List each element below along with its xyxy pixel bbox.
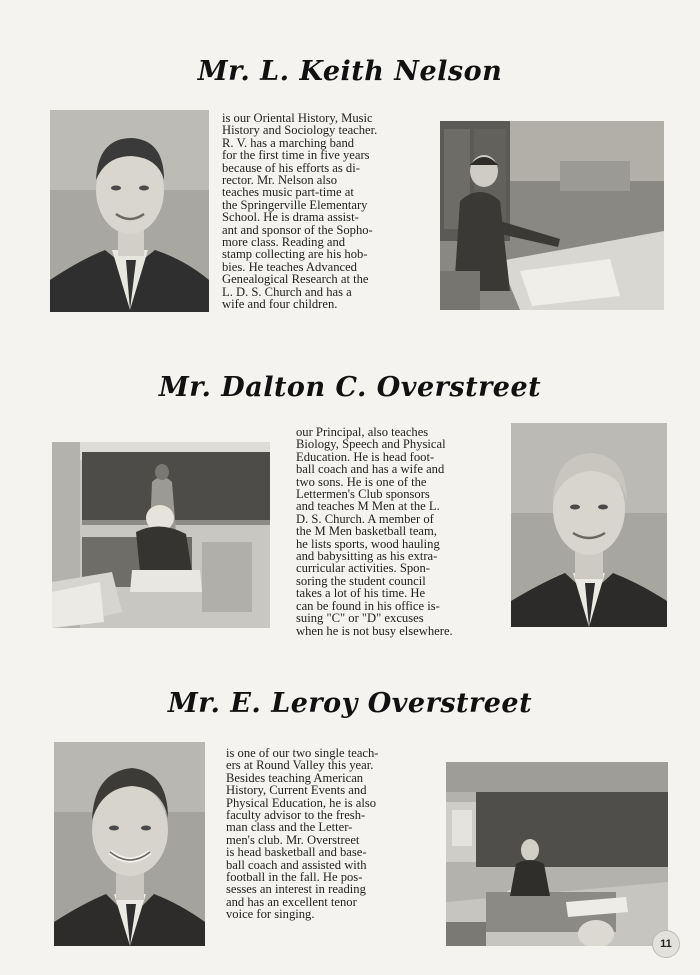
candid-photo-leroy-desk: [446, 762, 668, 946]
section-title-leroy: Mr. E. Leroy Overstreet: [167, 688, 533, 719]
candid-photo-dalton-classroom: [52, 442, 270, 628]
section-text-leroy: is one of our two single teach- ers at Round Valley this year. Besides teaching American History, Current Events and Physical Education, he is also faculty advisor to the fresh- man class and the Letter- men's club. Mr. Overstreet is head basketball and base- ball coach and assisted with football in the fall. He pos- sesses an interest in reading and has an excellent tenor voice for singing.: [226, 746, 379, 922]
portrait-leroy: [54, 742, 205, 946]
candid-photo-nelson-desk: [440, 121, 664, 310]
section-text-nelson: is our Oriental History, Music History and Sociology teacher. R. V. has a marching band for the first time in five years because of his efforts as di- rector. Mr. Nelson also teaches music part-time at the Springerville Elementary School. He is drama assist- ant and sponsor of the Sopho- more class. Reading and stamp collecting are his hob- bies. He teaches Advanced Genealogical Research at the L. D. S. Church and has a wife and four children.: [222, 111, 378, 312]
portrait-nelson: [50, 110, 209, 312]
section-title-dalton: Mr. Dalton C. Overstreet: [158, 372, 542, 403]
page-number: 11: [652, 930, 680, 958]
section-text-dalton: our Principal, also teaches Biology, Speech and Physical Education. He is head foot- ball coach and has a wife and two sons. He is one of the Lettermen's Club sponsors and teaches M Men at the L. D. S. Church. A member of the M Men basketball team, he lists sports, wood hauling and babysitting as his extra- curricular activities. Spon- soring the student council takes a lot of his time. He can be found in his office is- suing "C" or "D" excuses when he is not busy elsewhere.: [296, 425, 453, 638]
section-title-nelson: Mr. L. Keith Nelson: [197, 56, 503, 87]
portrait-dalton: [511, 423, 667, 627]
